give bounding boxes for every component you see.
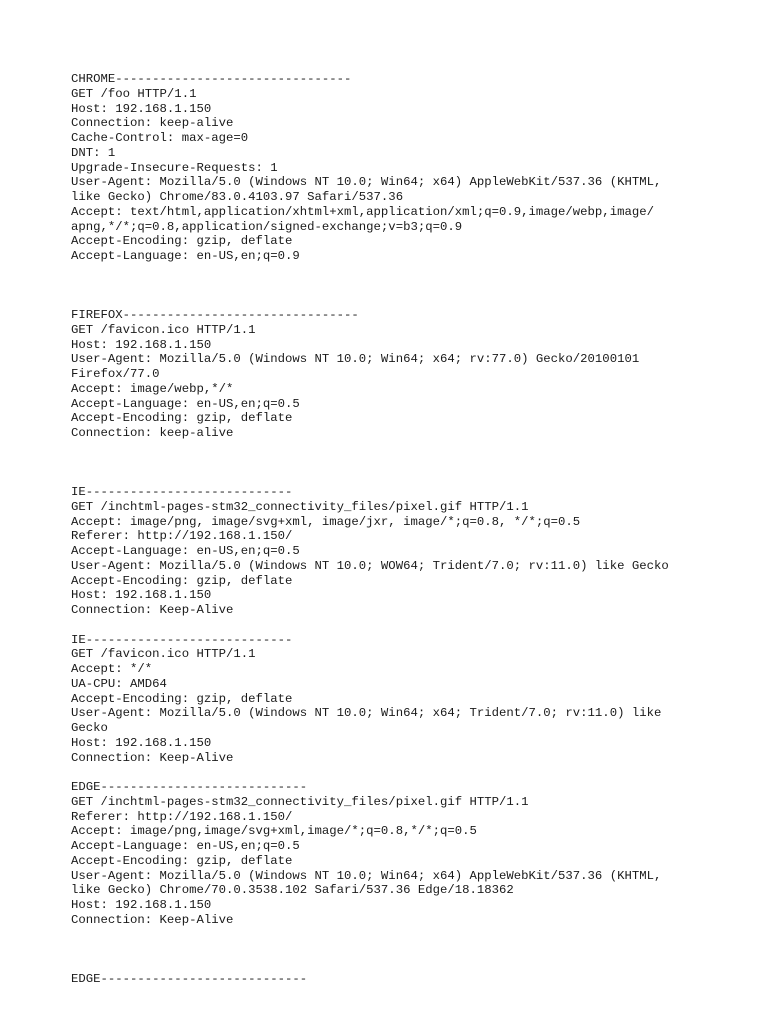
header-line: Accept-Encoding: gzip, deflate <box>71 573 293 588</box>
header-line: Host: 192.168.1.150 <box>71 735 212 750</box>
edge-trailing-block <box>71 972 731 987</box>
request-line: GET /favicon.ico HTTP/1.1 <box>71 322 256 337</box>
header-line: Host: 192.168.1.150 <box>71 898 212 912</box>
header-line: Referer: http://192.168.1.150/ <box>71 529 293 544</box>
section-heading-edge: EDGE---------------------------- <box>71 971 308 986</box>
header-line: Accept: image/webp,*/* <box>71 381 234 396</box>
header-line: like Gecko) Chrome/83.0.4103.97 Safari/537.36 <box>71 190 404 204</box>
spacer <box>71 618 731 633</box>
header-line: Accept-Encoding: gzip, deflate <box>71 853 293 868</box>
section-heading-firefox: FIREFOX-------------------------------- <box>71 308 359 322</box>
header-line: User-Agent: Mozilla/5.0 (Windows NT 10.0; Win64; x64) AppleWebKit/537.36 (KHTML, <box>71 175 662 190</box>
section-heading-ie: IE---------------------------- <box>71 632 293 647</box>
section-heading-edge: EDGE---------------------------- <box>71 780 308 794</box>
spacer <box>71 765 731 780</box>
header-line: Host: 192.168.1.150 <box>71 588 212 603</box>
request-line: GET /inchtml-pages-stm32_connectivity_files/pixel.gif HTTP/1.1 <box>71 499 529 514</box>
header-line: User-Agent: Mozilla/5.0 (Windows NT 10.0; WOW64; Trident/7.0; rv:11.0) like Gecko <box>71 558 669 573</box>
header-line: DNT: 1 <box>71 145 116 160</box>
header-line: Accept: image/png, image/svg+xml, image/jxr, image/*;q=0.8, */*;q=0.5 <box>71 514 581 529</box>
header-line: User-Agent: Mozilla/5.0 (Windows NT 10.0; Win64; x64; Trident/7.0; rv:11.0) like <box>71 706 662 721</box>
header-line: User-Agent: Mozilla/5.0 (Windows NT 10.0; Win64; x64; rv:77.0) Gecko/20100101 <box>71 352 640 367</box>
header-line: Connection: Keep-Alive <box>71 750 234 765</box>
header-line: User-Agent: Mozilla/5.0 (Windows NT 10.0; Win64; x64) AppleWebKit/537.36 (KHTML, <box>71 868 662 883</box>
header-line: Connection: keep-alive <box>71 426 234 440</box>
header-line: Upgrade-Insecure-Requests: 1 <box>71 160 278 175</box>
header-line: Accept: */* <box>71 662 153 676</box>
header-line: Accept-Encoding: gzip, deflate <box>71 691 293 706</box>
header-line: Accept-Language: en-US,en;q=0.5 <box>71 544 300 558</box>
header-line: Connection: keep-alive <box>71 116 234 131</box>
header-line: Accept-Encoding: gzip, deflate <box>71 234 293 249</box>
chrome-request-block <box>71 72 731 264</box>
firefox-request-block <box>71 308 731 441</box>
header-line: Connection: Keep-Alive <box>71 603 234 617</box>
section-heading-chrome: CHROME-------------------------------- <box>71 72 352 86</box>
header-line: Accept-Language: en-US,en;q=0.5 <box>71 839 300 853</box>
spacer <box>71 264 731 308</box>
request-line: GET /favicon.ico HTTP/1.1 <box>71 647 256 662</box>
header-line: Accept: text/html,application/xhtml+xml,application/xml;q=0.9,image/webp,image/ <box>71 204 654 219</box>
header-line: Host: 192.168.1.150 <box>71 101 212 116</box>
header-line: Accept-Encoding: gzip, deflate <box>71 411 293 426</box>
header-line: Connection: Keep-Alive <box>71 912 234 927</box>
ie-pixel-request-block <box>71 485 731 618</box>
header-line: Referer: http://192.168.1.150/ <box>71 809 293 824</box>
ie-favicon-request-block <box>71 633 731 766</box>
spacer <box>71 928 731 972</box>
header-line: like Gecko) Chrome/70.0.3538.102 Safari/537.36 Edge/18.18362 <box>71 883 514 898</box>
section-heading-ie: IE---------------------------- <box>71 485 293 499</box>
header-line: Gecko <box>71 721 108 735</box>
spacer <box>71 441 731 485</box>
header-line: Accept-Language: en-US,en;q=0.5 <box>71 396 300 411</box>
document-page <box>71 72 731 987</box>
request-line: GET /inchtml-pages-stm32_connectivity_files/pixel.gif HTTP/1.1 <box>71 794 529 809</box>
header-line: Firefox/77.0 <box>71 367 160 381</box>
header-line: Host: 192.168.1.150 <box>71 337 212 352</box>
header-line: apng,*/*;q=0.8,application/signed-exchange;v=b3;q=0.9 <box>71 219 463 234</box>
edge-pixel-request-block <box>71 780 731 928</box>
header-line: Accept: image/png,image/svg+xml,image/*;q=0.8,*/*;q=0.5 <box>71 824 477 839</box>
request-line: GET /foo HTTP/1.1 <box>71 86 197 101</box>
header-line: UA-CPU: AMD64 <box>71 676 167 691</box>
header-line: Accept-Language: en-US,en;q=0.9 <box>71 249 300 263</box>
header-line: Cache-Control: max-age=0 <box>71 131 249 145</box>
